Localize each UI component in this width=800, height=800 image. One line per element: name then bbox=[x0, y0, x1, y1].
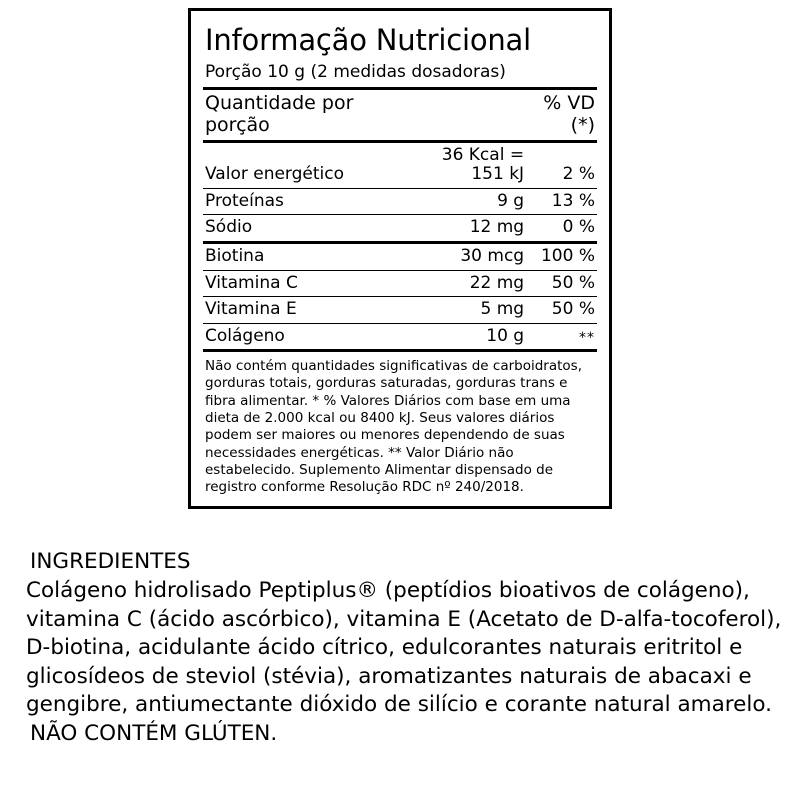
nutrient-name: Biotina bbox=[203, 243, 408, 271]
nutrient-vd: 50 % bbox=[526, 297, 597, 324]
nutrient-vd: 100 % bbox=[526, 243, 597, 271]
nutrient-amount: 12 mg bbox=[408, 215, 526, 243]
nutrient-amount: 9 g bbox=[408, 188, 526, 215]
nutrient-amount: 30 mcg bbox=[408, 243, 526, 271]
header-vd: % VD (*) bbox=[526, 90, 597, 141]
nutrient-name: Sódio bbox=[203, 215, 408, 243]
table-row bbox=[203, 141, 597, 188]
nutrient-name: Vitamina C bbox=[203, 270, 408, 297]
ingredients-section bbox=[18, 548, 788, 749]
ingredients-title: INGREDIENTES bbox=[30, 549, 191, 574]
nutrient-vd: 0 % bbox=[526, 215, 597, 243]
header-quantity: Quantidade por porção bbox=[203, 90, 408, 141]
nutrient-amount: 22 mg bbox=[408, 270, 526, 297]
table-header-row bbox=[203, 90, 597, 141]
table-row bbox=[203, 215, 597, 243]
nutrition-facts-panel bbox=[188, 8, 612, 509]
nutrient-vd: 50 % bbox=[526, 270, 597, 297]
nutrient-vd: 13 % bbox=[526, 188, 597, 215]
nutrition-title: Informação Nutricional bbox=[205, 23, 531, 57]
table-row bbox=[203, 270, 597, 297]
nutrient-vd: ** bbox=[526, 323, 597, 351]
table-row bbox=[203, 297, 597, 324]
nutrient-amount: 5 mg bbox=[408, 297, 526, 324]
header-spacer bbox=[408, 90, 526, 141]
nutrient-name: Proteínas bbox=[203, 188, 408, 215]
nutrient-name: Colágeno bbox=[203, 323, 408, 351]
nutrient-name: Vitamina E bbox=[203, 297, 408, 324]
nutrient-name: Valor energético bbox=[203, 141, 408, 188]
nutrition-footnote: Não contém quantidades significativas de carboidratos, gorduras totais, gorduras saturadas, gorduras trans e fibra alimentar. * % Valores Diários com base em uma dieta de 2.000 kcal ou 8400 kJ. Seus valores diários podem ser maiores ou menores dependendo de suas necessidades energéticas. ** Valor Diário não estabelecido. Suplemento Alimentar dispensado de registro conforme Resolução RDC nº 240/2018. bbox=[205, 358, 582, 496]
table-row bbox=[203, 323, 597, 351]
table-row bbox=[203, 243, 597, 271]
ingredients-list: Colágeno hidrolisado Peptiplus® (peptídios bioativos de colágeno), vitamina C (ácido ascórbico), vitamina E (Acetato de D-alfa-tocoferol), D-biotina, acidulante ácido cítrico, edulcorantes naturais eritritol e glicosídeos de steviol (stévia), aromatizantes naturais de abacaxi e gengibre, antiumectante dióxido de silício e corante natural amarelo. bbox=[26, 578, 782, 717]
nutrient-amount: 36 Kcal = 151 kJ bbox=[408, 141, 526, 188]
table-row bbox=[203, 188, 597, 215]
nutrient-vd: 2 % bbox=[526, 141, 597, 188]
serving-size: Porção 10 g (2 medidas dosadoras) bbox=[205, 62, 506, 83]
nutrient-amount: 10 g bbox=[408, 323, 526, 351]
gluten-statement: NÃO CONTÉM GLÚTEN. bbox=[30, 721, 278, 747]
nutrition-table bbox=[203, 90, 597, 352]
